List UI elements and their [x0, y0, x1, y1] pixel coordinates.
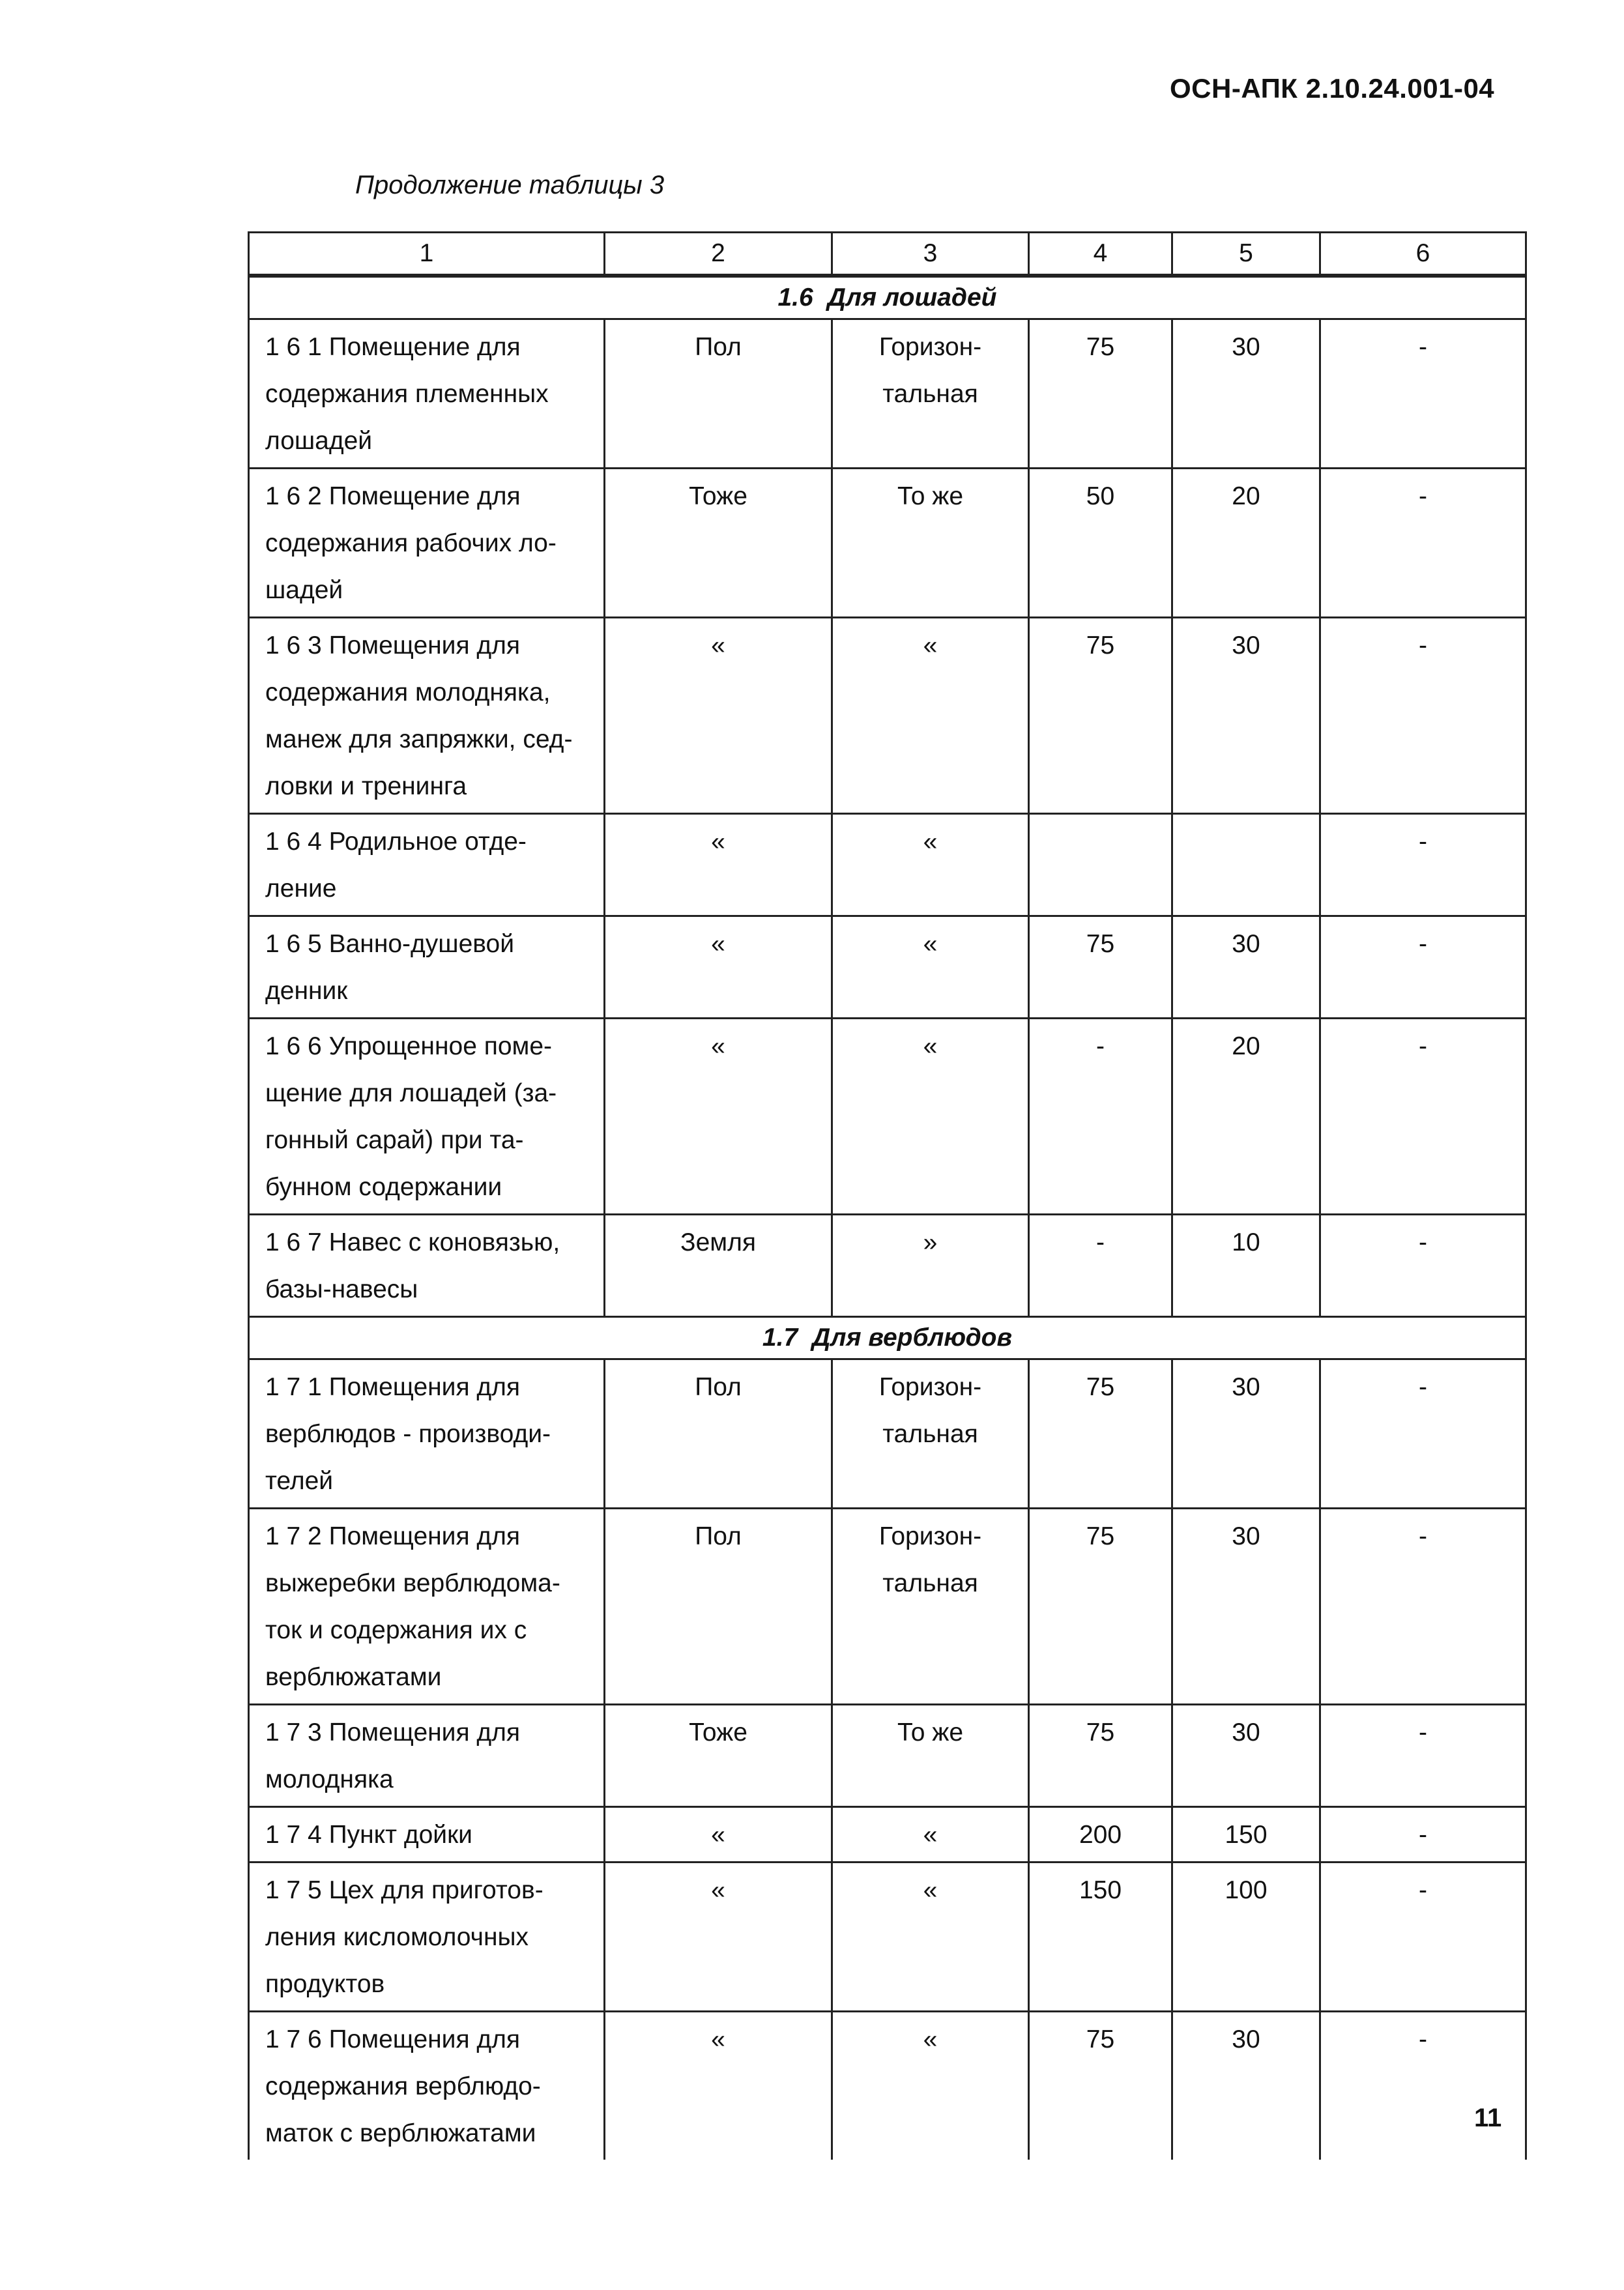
room-name-line: 1 6 4 Родильное отде-	[265, 828, 527, 856]
room-name-line: базы-навесы	[265, 1275, 418, 1303]
section-row	[249, 276, 1526, 319]
value-cell-5: 30	[1172, 916, 1320, 1019]
table-row	[249, 469, 1526, 618]
value-cell-6: -	[1320, 1705, 1526, 1807]
table-row	[249, 319, 1526, 469]
value-cell-5: 20	[1172, 469, 1320, 618]
floor-cell: Тоже	[605, 469, 832, 618]
plane-line: «	[923, 2025, 938, 2053]
table-row	[249, 618, 1526, 814]
value-cell-5: 150	[1172, 1807, 1320, 1862]
value-cell-6: -	[1320, 1359, 1526, 1509]
table-row	[249, 1019, 1526, 1215]
table-caption: Продолжение таблицы 3	[355, 171, 665, 199]
value-cell-4: -	[1029, 1019, 1172, 1215]
plane-line: Горизон-	[878, 1522, 982, 1550]
table-3	[248, 231, 1527, 2160]
room-name-line: ления кисломолочных	[265, 1923, 529, 1951]
plane-cell	[832, 916, 1029, 1019]
plane-cell	[832, 814, 1029, 916]
floor-cell: Тоже	[605, 1705, 832, 1807]
room-name-line: 1 7 3 Помещения для	[265, 1718, 521, 1746]
column-number: 4	[1029, 233, 1172, 276]
plane-line: Горизон-	[878, 333, 982, 361]
table-row	[249, 814, 1526, 916]
room-name-line: 1 6 7 Навес с коновязью,	[265, 1228, 560, 1256]
column-number: 3	[832, 233, 1029, 276]
plane-line: Горизон-	[878, 1373, 982, 1401]
room-name-line: выжеребки верблюдома-	[265, 1569, 560, 1597]
floor-cell: «	[605, 2012, 832, 2160]
room-name-line: 1 7 2 Помещения для	[265, 1522, 521, 1550]
value-cell-5: 30	[1172, 2012, 1320, 2160]
value-cell-4: 75	[1029, 1509, 1172, 1705]
plane-cell	[832, 1019, 1029, 1215]
room-name-line: маток с верблюжатами	[265, 2119, 536, 2147]
value-cell-6: -	[1320, 1807, 1526, 1862]
plane-line: «	[923, 1821, 938, 1849]
room-name-line: 1 6 5 Ванно-душевой	[265, 930, 515, 958]
room-name-cell	[249, 1215, 605, 1317]
room-name-cell	[249, 1359, 605, 1509]
value-cell-4: 75	[1029, 618, 1172, 814]
value-cell-4: 150	[1029, 1862, 1172, 2012]
room-name-line: ток и содержания их с	[265, 1616, 527, 1644]
value-cell-6: -	[1320, 618, 1526, 814]
value-cell-5: 30	[1172, 319, 1320, 469]
room-name-line: 1 6 3 Помещения для	[265, 631, 521, 659]
plane-line: «	[923, 1876, 938, 1904]
floor-cell: Пол	[605, 1509, 832, 1705]
room-name-line: верблюдов - производи-	[265, 1420, 551, 1448]
value-cell-5	[1172, 814, 1320, 916]
room-name-line: 1 7 4 Пункт дойки	[265, 1821, 472, 1849]
room-name-line: 1 7 5 Цех для приготов-	[265, 1876, 544, 1904]
plane-cell	[832, 1215, 1029, 1317]
value-cell-4: 75	[1029, 2012, 1172, 2160]
plane-cell	[832, 618, 1029, 814]
floor-cell: «	[605, 618, 832, 814]
value-cell-4: 75	[1029, 1359, 1172, 1509]
value-cell-5: 30	[1172, 1359, 1320, 1509]
room-name-line: 1 6 2 Помещение для	[265, 482, 521, 510]
table-row	[249, 1215, 1526, 1317]
room-name-line: 1 6 6 Упрощенное поме-	[265, 1032, 553, 1060]
room-name-cell	[249, 916, 605, 1019]
plane-line: То же	[897, 482, 964, 510]
room-name-line: содержания верблюдо-	[265, 2072, 541, 2100]
room-name-cell	[249, 2012, 605, 2160]
table-row	[249, 1705, 1526, 1807]
document-code: ОСН-АПК 2.10.24.001-04	[1170, 73, 1495, 104]
room-name-line: денник	[265, 977, 348, 1005]
plane-cell	[832, 2012, 1029, 2160]
room-name-cell	[249, 1862, 605, 2012]
floor-cell: Земля	[605, 1215, 832, 1317]
column-number: 2	[605, 233, 832, 276]
room-name-line: верблюжатами	[265, 1663, 442, 1691]
column-number: 1	[249, 233, 605, 276]
value-cell-6: -	[1320, 2012, 1526, 2160]
value-cell-4: 75	[1029, 1705, 1172, 1807]
value-cell-4: 75	[1029, 916, 1172, 1019]
value-cell-6: -	[1320, 1862, 1526, 2012]
table-row	[249, 1359, 1526, 1509]
plane-line: тальная	[882, 1569, 978, 1597]
value-cell-4: 200	[1029, 1807, 1172, 1862]
section-number: 1.6	[777, 283, 813, 312]
section-heading	[249, 276, 1526, 319]
table-row	[249, 1862, 1526, 2012]
room-name-line: продуктов	[265, 1970, 385, 1998]
room-name-line: манеж для запряжки, сед-	[265, 725, 573, 753]
room-name-line: гонный сарай) при та-	[265, 1126, 524, 1154]
value-cell-6: -	[1320, 1019, 1526, 1215]
plane-cell	[832, 319, 1029, 469]
plane-line: «	[923, 1032, 938, 1060]
room-name-cell	[249, 814, 605, 916]
plane-cell	[832, 1807, 1029, 1862]
room-name-line: молодняка	[265, 1765, 394, 1793]
plane-cell	[832, 1862, 1029, 2012]
floor-cell: «	[605, 916, 832, 1019]
room-name-cell	[249, 319, 605, 469]
table-row	[249, 1509, 1526, 1705]
room-name-line: лошадей	[265, 427, 373, 455]
room-name-line: содержания племенных	[265, 380, 549, 408]
plane-line: То же	[897, 1718, 964, 1746]
plane-cell	[832, 1705, 1029, 1807]
room-name-cell	[249, 469, 605, 618]
section-heading	[249, 1317, 1526, 1359]
plane-line: «	[923, 828, 938, 856]
room-name-cell	[249, 1705, 605, 1807]
room-name-line: 1 6 1 Помещение для	[265, 333, 521, 361]
column-number: 6	[1320, 233, 1526, 276]
section-number: 1.7	[762, 1324, 798, 1352]
value-cell-6: -	[1320, 469, 1526, 618]
room-name-line: содержания рабочих ло-	[265, 529, 557, 557]
value-cell-5: 100	[1172, 1862, 1320, 2012]
plane-line: тальная	[882, 1420, 978, 1448]
table-row	[249, 916, 1526, 1019]
plane-line: тальная	[882, 380, 978, 408]
table-row	[249, 2012, 1526, 2160]
value-cell-5: 30	[1172, 618, 1320, 814]
room-name-cell	[249, 618, 605, 814]
value-cell-6: -	[1320, 1509, 1526, 1705]
value-cell-4: 75	[1029, 319, 1172, 469]
value-cell-5: 20	[1172, 1019, 1320, 1215]
value-cell-5: 30	[1172, 1509, 1320, 1705]
plane-line: »	[923, 1228, 938, 1256]
value-cell-6: -	[1320, 814, 1526, 916]
value-cell-4: 50	[1029, 469, 1172, 618]
room-name-line: содержания молодняка,	[265, 678, 551, 706]
room-name-line: 1 7 1 Помещения для	[265, 1373, 521, 1401]
column-number-row	[249, 233, 1526, 276]
floor-cell: «	[605, 814, 832, 916]
plane-cell	[832, 1359, 1029, 1509]
plane-cell	[832, 469, 1029, 618]
section-title: Для лошадей	[827, 283, 997, 312]
section-title: Для верблюдов	[812, 1324, 1013, 1352]
plane-cell	[832, 1509, 1029, 1705]
value-cell-6: -	[1320, 319, 1526, 469]
column-number: 5	[1172, 233, 1320, 276]
plane-line: «	[923, 930, 938, 958]
plane-line: «	[923, 631, 938, 659]
table-body	[249, 233, 1526, 2160]
value-cell-6: -	[1320, 916, 1526, 1019]
value-cell-5: 10	[1172, 1215, 1320, 1317]
table-row	[249, 1807, 1526, 1862]
room-name-line: ловки и тренинга	[265, 772, 467, 800]
floor-cell: «	[605, 1862, 832, 2012]
room-name-line: бунном содержании	[265, 1173, 502, 1201]
room-name-cell	[249, 1807, 605, 1862]
floor-cell: Пол	[605, 1359, 832, 1509]
value-cell-5: 30	[1172, 1705, 1320, 1807]
value-cell-4	[1029, 814, 1172, 916]
value-cell-4: -	[1029, 1215, 1172, 1317]
floor-cell: Пол	[605, 319, 832, 469]
section-row	[249, 1317, 1526, 1359]
room-name-cell	[249, 1019, 605, 1215]
room-name-cell	[249, 1509, 605, 1705]
room-name-line: ление	[265, 875, 337, 903]
value-cell-6: -	[1320, 1215, 1526, 1317]
room-name-line: телей	[265, 1467, 334, 1495]
floor-cell: «	[605, 1019, 832, 1215]
room-name-line: шадей	[265, 576, 343, 604]
page-number: 11	[1474, 2104, 1502, 2132]
floor-cell: «	[605, 1807, 832, 1862]
room-name-line: 1 7 6 Помещения для	[265, 2025, 521, 2053]
room-name-line: щение для лошадей (за-	[265, 1079, 557, 1107]
